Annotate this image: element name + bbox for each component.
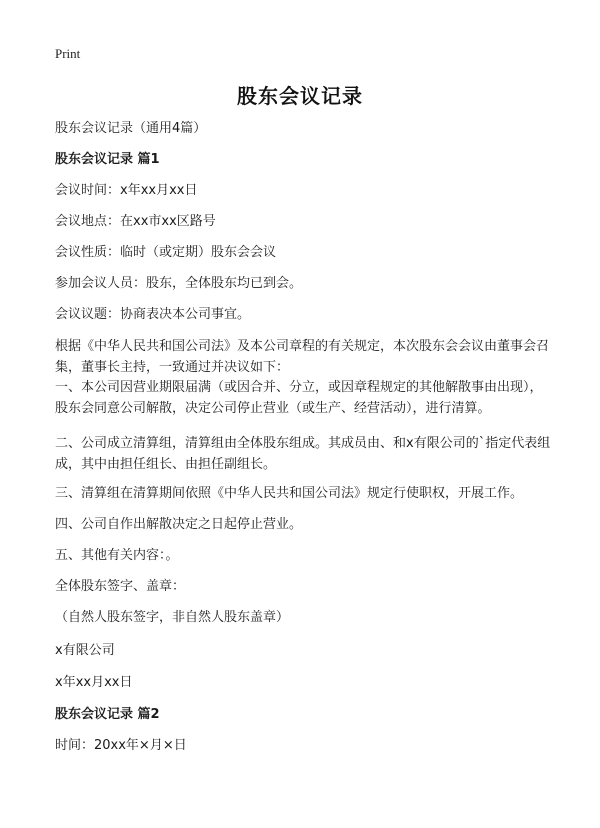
company-name-line: x有限公司 [55, 643, 115, 658]
document-subtitle: 股东会议记录（通用4篇） [55, 121, 207, 136]
resolution-item-3: 三、清算组在清算期间依照《中华人民共和国公司法》规定行使职权，开展工作。 [55, 486, 524, 501]
section2-time-line: 时间：20xx年×月×日 [55, 738, 187, 753]
resolution-item-1: 一、本公司因营业期限届满（或因合并、分立，或因章程规定的其他解散事由出现），股东会同意公司解散，决定公司停止营业（或生产、经营活动），进行清算。 [55, 380, 543, 416]
resolution-intro-paragraph: 根据《中华人民共和国公司法》及本公司章程的有关规定，本次股东会会议由董事会召集，董事长主持，一致通过并决议如下： [55, 339, 550, 375]
resolution-item-5: 五、其他有关内容：。 [55, 548, 179, 563]
attendees-line: 参加会议人员：股东，全体股东均已到会。 [55, 276, 303, 291]
signature-date-line: x年xx月xx日 [55, 675, 133, 690]
print-link[interactable]: Print [55, 46, 81, 61]
section-heading-1: 股东会议记录 篇1 [55, 152, 160, 167]
resolution-item-2: 二、公司成立清算组，清算组由全体股东组成。其成员由、和x有限公司的`指定代表组成，其中由担任组长、由担任副组长。 [55, 436, 551, 472]
resolution-item-4: 四、公司自作出解散决定之日起停止营业。 [55, 517, 303, 532]
meeting-topic-line: 会议议题：协商表决本公司事宜。 [55, 307, 251, 322]
document-title: 股东会议记录 [237, 84, 363, 108]
shareholder-signature-label: 全体股东签字、盖章： [55, 579, 186, 594]
meeting-nature-line: 会议性质：临时（或定期）股东会会议 [55, 245, 277, 260]
signature-note: （自然人股东签字，非自然人股东盖章） [55, 610, 290, 625]
meeting-time-line: 会议时间：x年xx月xx日 [55, 183, 198, 198]
meeting-location-line: 会议地点：在xx市xx区路号 [55, 214, 216, 229]
section-heading-2: 股东会议记录 篇2 [55, 707, 160, 722]
